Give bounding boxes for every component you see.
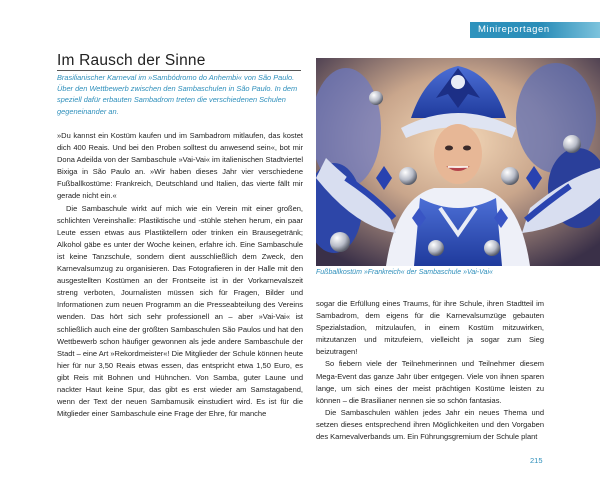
carnival-photo: [316, 58, 600, 266]
section-label: Minireportagen: [478, 24, 550, 35]
paragraph: Die Sambaschule wirkt auf mich wie ein Verein mit einer großen, schlichten Vereinshalle: Plastiktische und -stühle stehen herum, ein paar Leute essen etwas aus Plastiktellern oder trinken ein Brausegetränk; Alkohol gäbe es unter der Woche keinen, erfahre ich. Eine Sambaschule ist keine Tanzschule, sondern dient ausschließlich dem Zweck, den Karnevalsumzug zu organisieren. Das Fotografieren in der Halle mit den ausgestellten Kostümen an der Frontseite ist in der Vorkarnevalszeit streng verboten, Journalisten müssen sich für Fragen, Bilder und Informationen zum neuen Programm an die Presseabteilung des Vereins wenden. Das hört sich sehr professionell an – aber »Vai-Vai« ist schließlich auch eine der größten Sambaschulen São Paulos und hat den Wettbewerb schon häufiger gewonnen als jede andere Sambaschule der Stadt – eine Art »Rekordmeister«! Die Mitglieder der Schule können heute hier für nur 3,50 Reais etwas essen, das entspricht etwa 1,50 Euro, es gibt Reis mit Bohnen und Hühnchen. Von Samba, guter Laune und nackter Haut keine Spur, das gibt es erst wieder am Samstagabend, wenn der Text der neuen Sambamusik einstudiert wird. Es ist für die Mitglieder einer Sambaschule eine Frage der Ehre, für manche: [57, 203, 303, 419]
page-number: 215: [530, 456, 543, 465]
article-lead: Brasilianischer Karneval im »Sambódromo do Anhembi« von São Paulo. Über den Wettbewerb zwischen den Sambaschulen in São Paulo. In dem speziell dafür erbauten Sambadrom treten die verschiedenen Schulen gegeneinander an.: [57, 73, 298, 116]
article-title: Im Rausch der Sinne: [57, 52, 206, 69]
left-column: [57, 130, 303, 420]
paragraph: Die Sambaschulen wählen jedes Jahr ein neues Thema und setzen dieses entsprechend ihren Möglichkeiten und den Vorgaben des Karnevalverbands um. Ein Führungsgremium der Schule plant: [316, 407, 544, 442]
right-column: [316, 298, 544, 443]
paragraph: sogar die Erfüllung eines Traums, für ihre Schule, ihren Stadtteil im Sambadrom, dem eigens für die Karnevalsumzüge gebauten Spezialstadion, mitzulaufen, in einem Kostüm mitzuwirken, mitzutanzen und mitzufeiern, vielleicht ja sogar zum Sieg beizutragen!: [316, 299, 544, 357]
paragraph: »Du kannst ein Kostüm kaufen und im Sambadrom mitlaufen, das kostet dich 400 Reais. Und bei den Proben solltest du anwesend sein«, bot mir Dona Adeilda von der Sambaschule »Vai-Vai« im italienischen Stadtviertel Bixiga in São Paulo an. »Wir haben dieses Jahr vier verschiedene Fußballkostüme: Frankreich, Deutschland und Italien, das vierte fällt mir gerade nicht ein.«: [57, 131, 303, 201]
photo-caption: Fußballkostüm »Frankreich« der Sambaschule »Vai-Vai«: [316, 269, 493, 276]
title-divider: [57, 70, 301, 71]
paragraph: So fiebern viele der Teilnehmerinnen und Teilnehmer diesem Mega-Event das ganze Jahr über entgegen. Viele von ihnen sparen lange, um sich eines der meist prächtigen Kostüme leisten zu können – die Brasilianer nennen sie so schön fantasias.: [316, 359, 544, 405]
